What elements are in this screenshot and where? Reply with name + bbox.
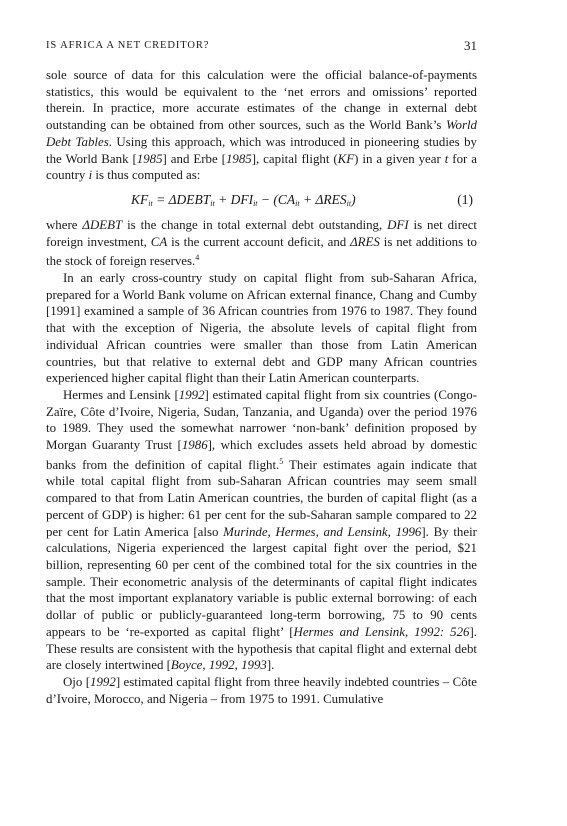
paragraph-4: Hermes and Lensink [1992] estimated capital flight from six countries (Congo-Zaïre, Côte d’Ivoire, Nigeria, Sudan, Tanzania, and Uganda) over the period 1976 to 1989. They used the somewhat narrower ‘non-bank’ definition proposed by Morgan Guaranty Trust [1986], which excludes assets held abroad by domestic banks from the definition of capital flight.$^5$ Their estimates again indicate that while total capital flight from sub-Saharan African countries may seem small compared to that from Latin American countries, the burden of capital flight (as a percent of GDP) is higher: 61 per cent for the sub-Saharan sample compared to 22 per cent for Latin America [also Murinde, Hermes, and Lensink, 1996]. By their calculations, Nigeria experienced the largest capital fight over the period, $21 billion, representing 60 per cent of the combined total for the six countries in the sample. Their econometric analysis of the determinants of capital flight indicates that the most important explanatory variable is public external borrowing: of each dollar of public or publicly-guaranteed long-term borrowing, 75 to 90 cents appears to be ‘re-exported as capital flight’ [Hermes and Lensink, 1992: 526]. These results are consistent with the hypothesis that capital flight and external debt are closely intertwined [Boyce, 1992, 1993]. bbox=[46, 387, 477, 673]
body-text bbox=[46, 67, 477, 707]
running-title: IS AFRICA A NET CREDITOR? bbox=[46, 40, 210, 51]
footnote-marker-5[interactable]: 5 bbox=[279, 456, 284, 466]
running-header bbox=[46, 40, 477, 54]
equation-1 bbox=[46, 184, 477, 217]
paragraph-3: In an early cross-country study on capital flight from sub-Saharan Africa, prepared for a World Bank volume on African external finance, Chang and Cumby [1991] examined a sample of 36 African countries from 1976 to 1987. They found that with the exception of Nigeria, the absolute levels of capital flight from individual African countries were smaller than those from Latin American countries, but that relative to external debt and GDP many African countries experienced higher capital flight than their Latin American counterparts. bbox=[46, 271, 477, 386]
footnote-marker-4[interactable]: 4 bbox=[195, 253, 200, 263]
equation-number: (1) bbox=[457, 191, 473, 207]
paragraph-1: sole source of data for this calculation were the official balance-of-payments statistics, this would be equivalent to the ‘net errors and omissions’ reported therein. In practice, more accurate estimates of the change in external debt outstanding can be obtained from other sources, such as the World Bank’s World Debt Tables. Using this approach, which was introduced in pioneering studies by the World Bank [1985] and Erbe [1985], capital flight (KF) in a given year t for a country i is thus computed as: bbox=[46, 68, 477, 183]
paragraph-2: where ΔDEBT is the change in total external debt outstanding, DFI is net direct foreign investment, CA is the current account deficit, and ΔRES is net additions to the stock of foreign reserves.$^4$ bbox=[46, 217, 478, 269]
citation-world-debt-tables: World Debt Tables bbox=[46, 118, 477, 149]
paragraph-5: Ojo [1992] estimated capital flight from three heavily indebted countries – Côte d’Ivoire, Morocco, and Nigeria – from 1975 to 1991. Cumulative bbox=[46, 674, 477, 706]
page-number: 31 bbox=[464, 38, 477, 53]
equation-formula: $KF_{it}$ = $\Delta DEBT_{it} + DFI_{it} - (CA_{it} + \Delta RES_{it})$ bbox=[131, 191, 356, 208]
